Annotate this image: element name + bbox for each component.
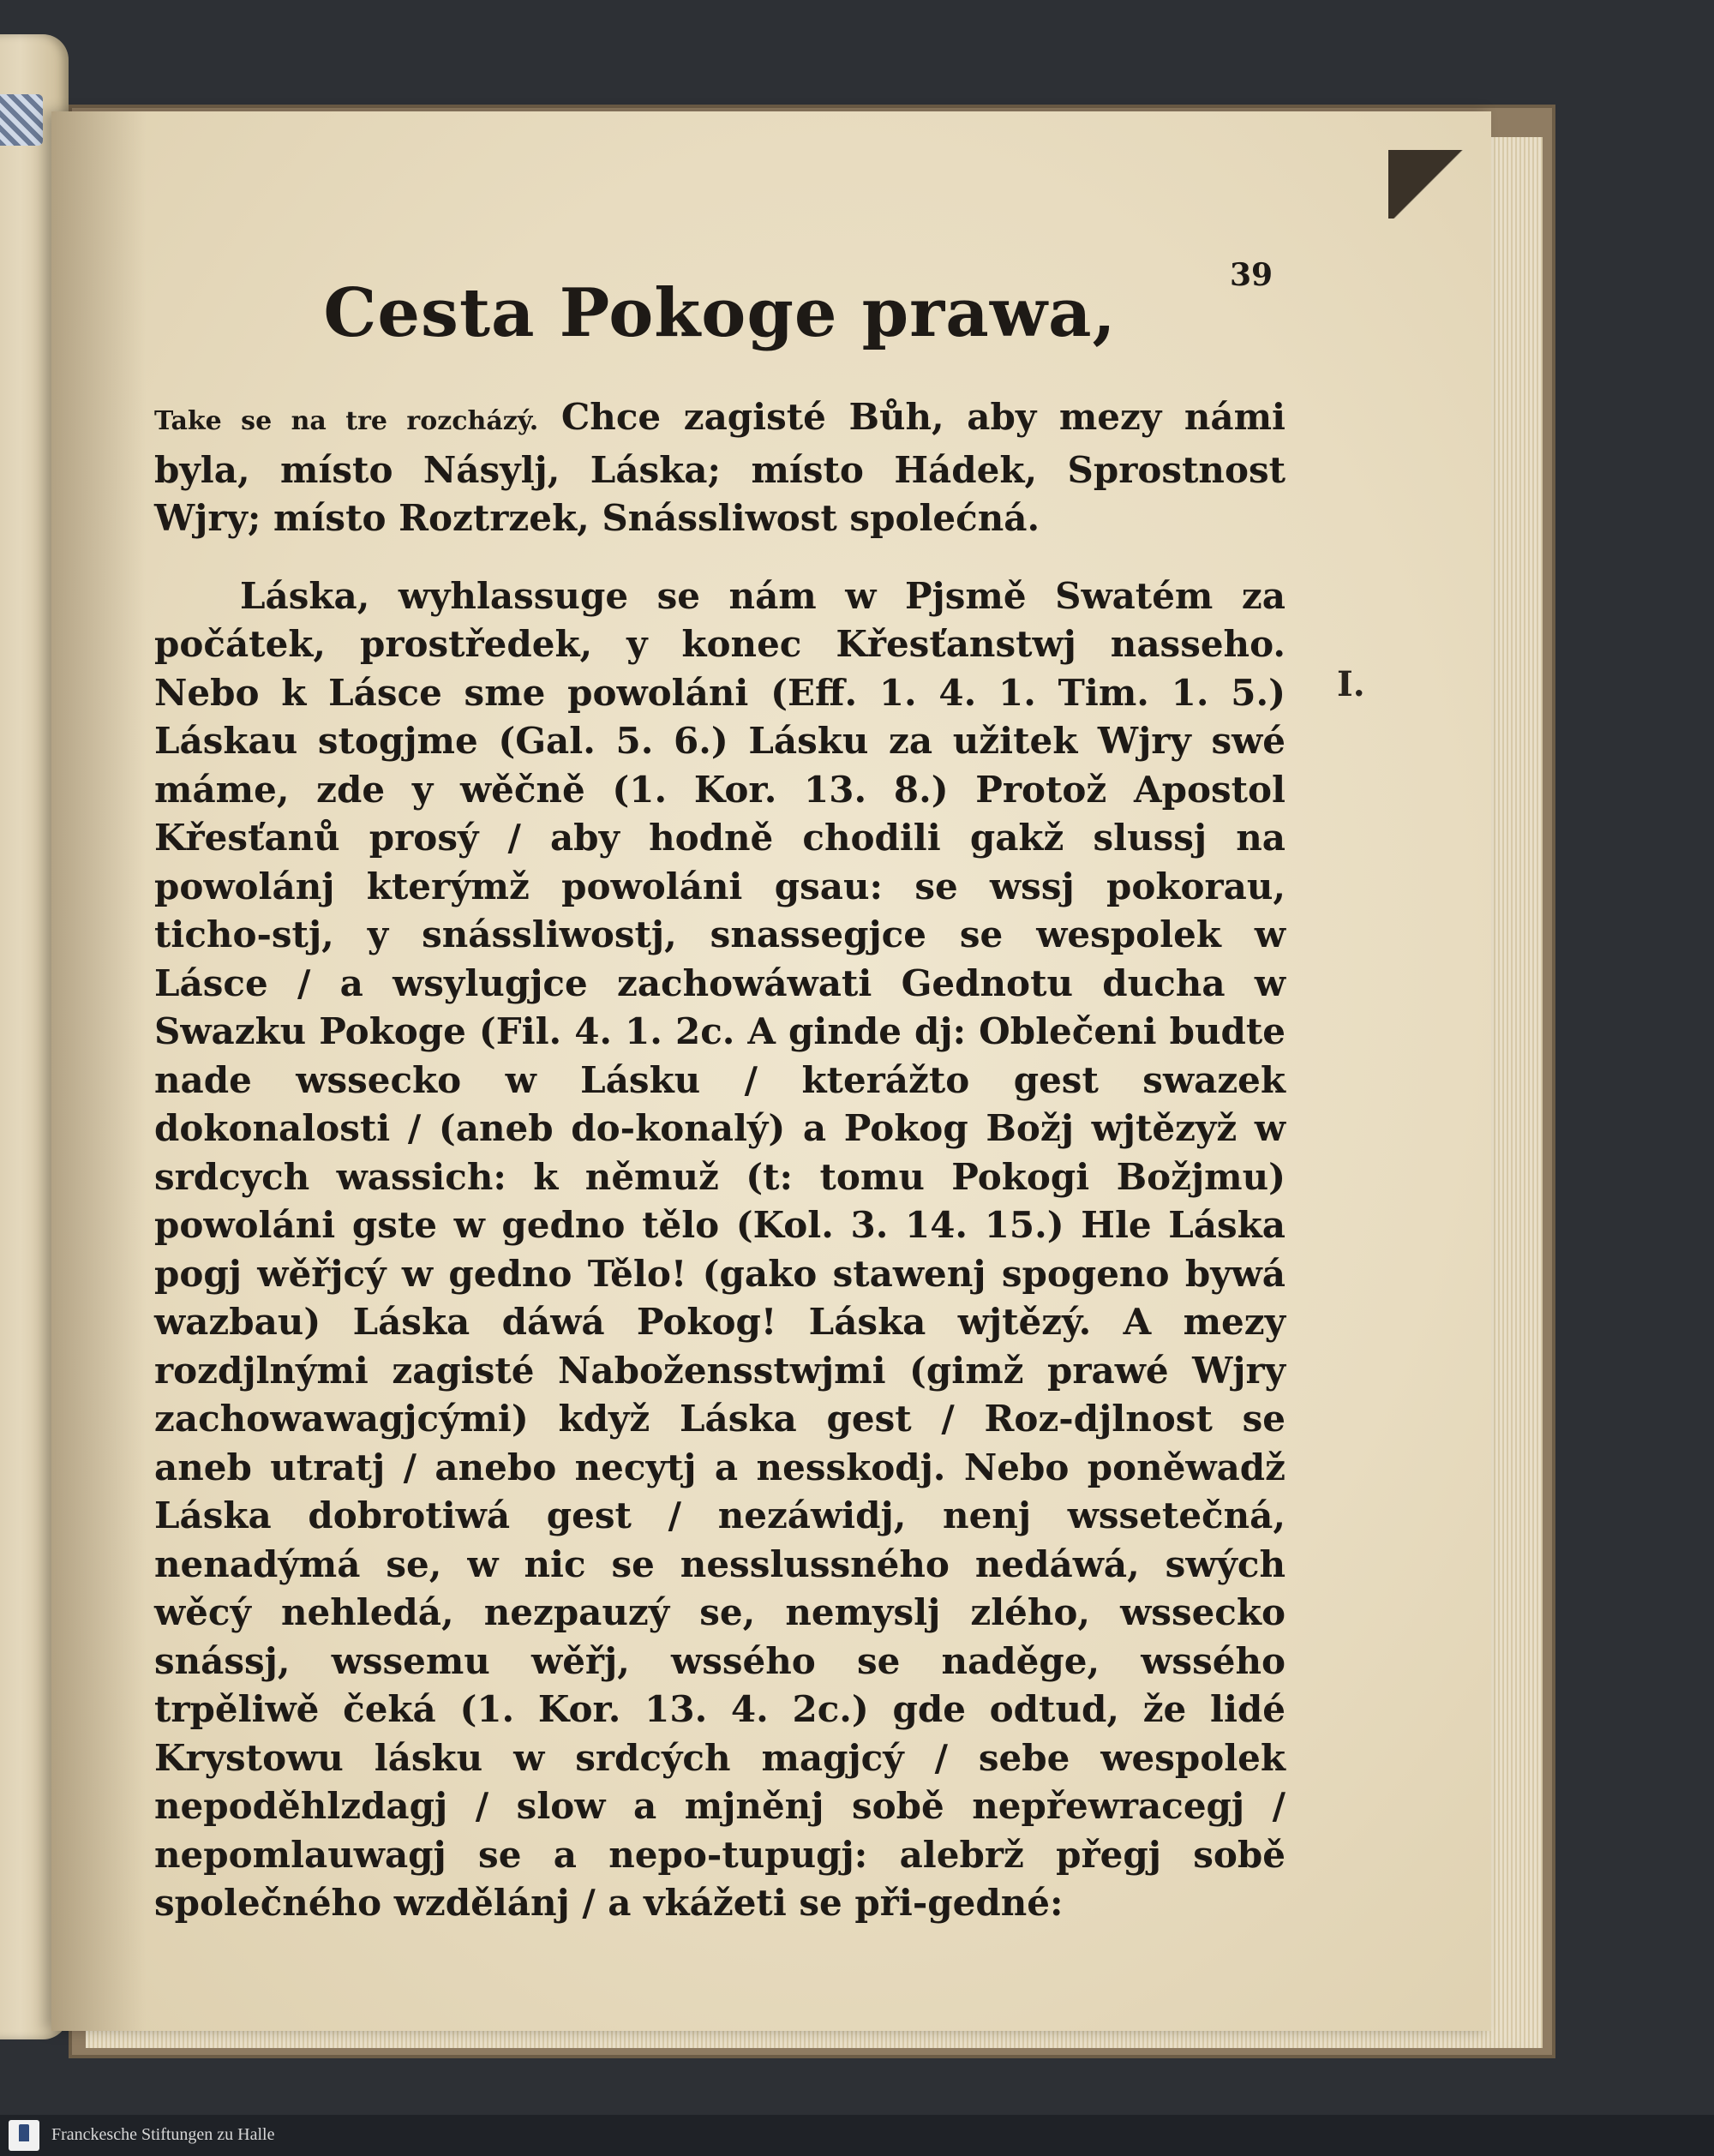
margin-note: I. <box>1337 664 1365 704</box>
page-gutter-shadow <box>51 111 146 2031</box>
page-corner-damage <box>1388 150 1483 219</box>
page-number: 39 <box>1230 257 1274 293</box>
page-title: Cesta Pokoge prawa, <box>323 274 1117 352</box>
lead-in: Take se na tre rozcházý. <box>154 406 539 436</box>
institution-name[interactable]: Franckesche Stiftungen zu Halle <box>51 2125 275 2144</box>
text-block <box>154 257 1286 1928</box>
institution-logo-icon[interactable] <box>9 2120 39 2151</box>
paragraph-1-text: Chce zagisté Bůh, aby mezy námi byla, místo Násylj, Láska; místo Hádek, Sprostnost Wjry; místo Roztrzek, Snássliwost spolećná. <box>154 396 1286 539</box>
footer-bar <box>0 2115 1714 2156</box>
paragraph-1 <box>154 393 1286 543</box>
paragraph-2: Láska, wyhlassuge se nám w Pjsmě Swatém za počátek, prostředek, y konec Křesťanstwj nasseho. Nebo k Lásce sme powoláni (Eff. 1. 4. 1. Tim. 1. 5.) Láskau stogjme (Gal. 5. 6.) Lásku za užitek Wjry swé máme, zde y wěčně (1. Kor. 13. 8.) Protož Apostol Křesťanů prosý / aby hodně chodili gakž slussj na powolánj kterýmž powoláni gsau: se wssj pokorau, ticho-stj, y snássliwostj, snassegjce se wespolek w Lásce / a wsylugjce zachowáwati Gednotu ducha w Swazku Pokoge (Fil. 4. 1. 2c. A ginde dj: Oblečeni budte nade wssecko w Lásku / kterážto gest swazek dokonalosti / (aneb do-konalý) a Pokog Božj wjtězyž w srdcych wassich: k němuž (t: tomu Pokogi Božjmu) powoláni gste w gedno tělo (Kol. 3. 14. 15.) Hle Láska pogj wěřjcý w gedno Tělo! (gako stawenj spogeno bywá wazbau) Láska dáwá Pokog! Láska wjtězý. A mezy rozdjlnými zagisté Nabožensstwjmi (gimž prawé Wjry zachowawagjcými) když Láska gest / Roz-djlnost se aneb utratj / anebo necytj a nesskodj. Nebo poněwadž Láska dobrotiwá gest / nezáwidj, nenj wssetečná, nenadýmá se, w nic se nesslussného nedáwá, swých wěcý nehledá, nezpauzý se, nemyslj zlého, wssecko snássj, wssemu wěřj, wssého se naděge, wssého trpěliwě čeká (1. Kor. 13. 4. 2c.) gde odtud, že lidé Krystowu lásku w srdcých magjcý / sebe wespolek nepoděhlzdagj / slow a mjněnj sobě nepřewracegj / nepomlauwagj se a nepo-tupugj: alebrž přegj sobě společného wzdělánj / a vkážeti se při-gedné: <box>154 574 1286 1924</box>
binding-thread <box>0 94 43 146</box>
